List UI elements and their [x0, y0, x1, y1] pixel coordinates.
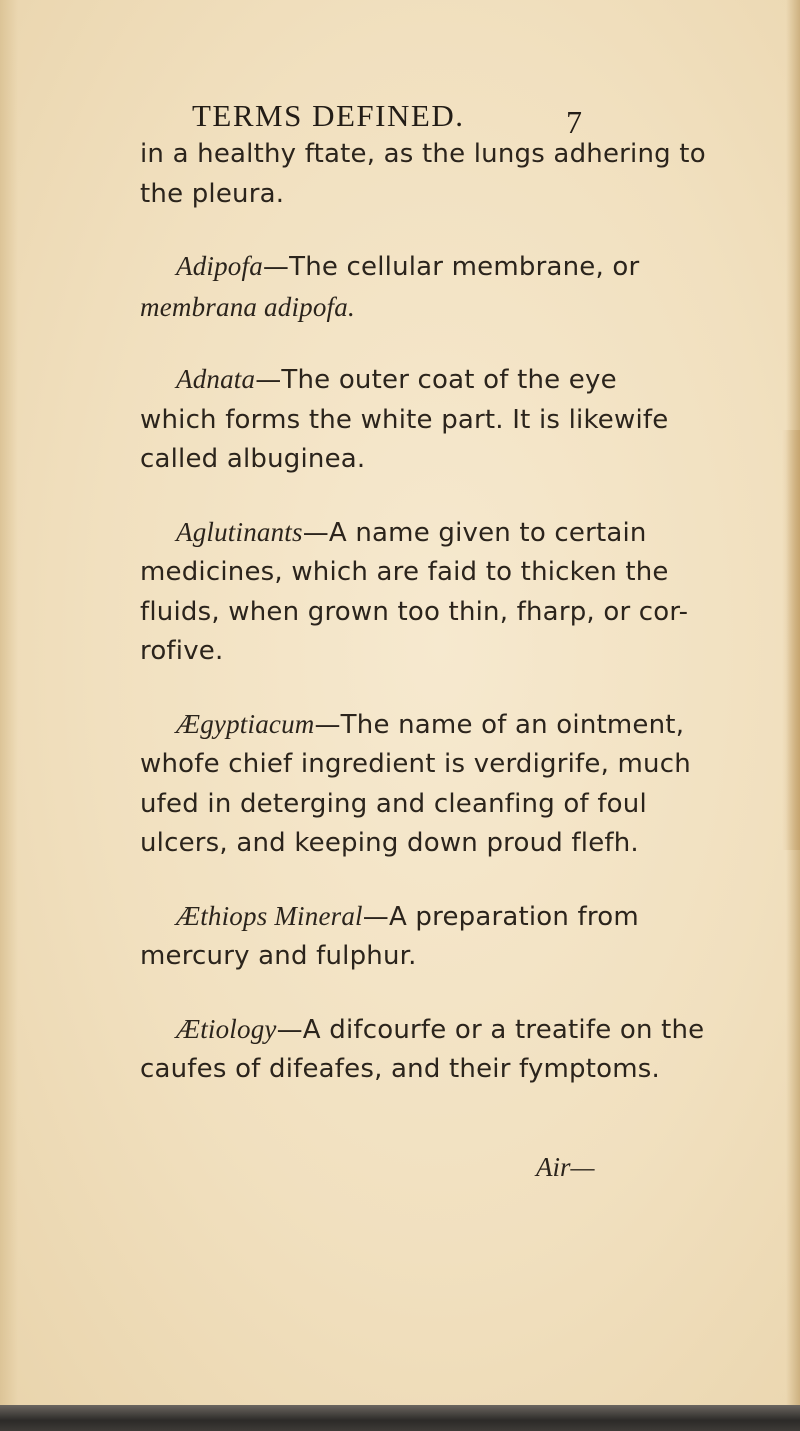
entry-definition: —The name of an ointment,: [314, 709, 685, 740]
scan-edge-band: [0, 1405, 800, 1431]
entry-term: Ætiology: [176, 1013, 277, 1044]
entry-first-line: [140, 897, 788, 938]
entry-term: Æthiops Mineral: [176, 900, 363, 931]
text-line: mercury and fulphur.: [140, 941, 417, 971]
text-line: rofive.: [140, 636, 224, 666]
entry-term: Adipofa: [176, 251, 263, 281]
entry-definition: —The cellular membrane, or: [262, 252, 640, 282]
entry-aglutinants: [140, 513, 788, 672]
entry-definition: —A name given to certain: [302, 517, 647, 548]
entry-first-line: [140, 247, 788, 288]
text-line: in a healthy ftate, as the lungs adhering to: [140, 139, 706, 169]
running-title: TERMS DEFINED.: [192, 98, 465, 133]
entry-aegyptiacum: [140, 705, 788, 864]
entry-first-line: [140, 705, 788, 746]
entry-definition: —A difcourfe or a treatife on the: [276, 1014, 705, 1045]
entry-aethiops-mineral: [140, 897, 788, 977]
text-line: ulcers, and keeping down proud flefh.: [140, 828, 639, 858]
text-line: membrana adipofa.: [140, 291, 355, 322]
text-line: the pleura.: [140, 178, 285, 209]
text-line: caufes of difeafes, and their fymptoms.: [140, 1054, 661, 1084]
entry-term: Aglutinants: [176, 516, 303, 547]
text-line: ufed in deterging and cleanfing of foul: [140, 788, 647, 819]
text-line: fluids, when grown too thin, fharp, or cor-: [140, 596, 689, 627]
catchword: Air—: [536, 1152, 595, 1182]
text-line: which forms the white part. It is likewife: [140, 404, 669, 435]
entry-aetiology: [140, 1010, 788, 1090]
page-left-shadow: [0, 0, 18, 1431]
entry-definition: —A preparation from: [362, 901, 639, 932]
page-number: 7: [566, 104, 582, 140]
entry-term: Ægyptiacum: [176, 708, 315, 739]
entry-first-line: [140, 360, 788, 401]
text-line: whofe chief ingredient is verdigrife, much: [140, 749, 691, 779]
entry-first-line: [140, 513, 788, 554]
continuation-paragraph: [140, 135, 788, 214]
entry-adnata: [140, 360, 788, 480]
entry-definition: —The outer coat of the eye: [255, 365, 617, 395]
body-text: [140, 135, 788, 1123]
entry-first-line: [140, 1010, 788, 1051]
entry-adipofa: [140, 247, 788, 327]
text-line: called albuginea.: [140, 444, 366, 474]
text-line: medicines, which are faid to thicken the: [140, 557, 669, 587]
entry-term: Adnata: [176, 364, 256, 394]
